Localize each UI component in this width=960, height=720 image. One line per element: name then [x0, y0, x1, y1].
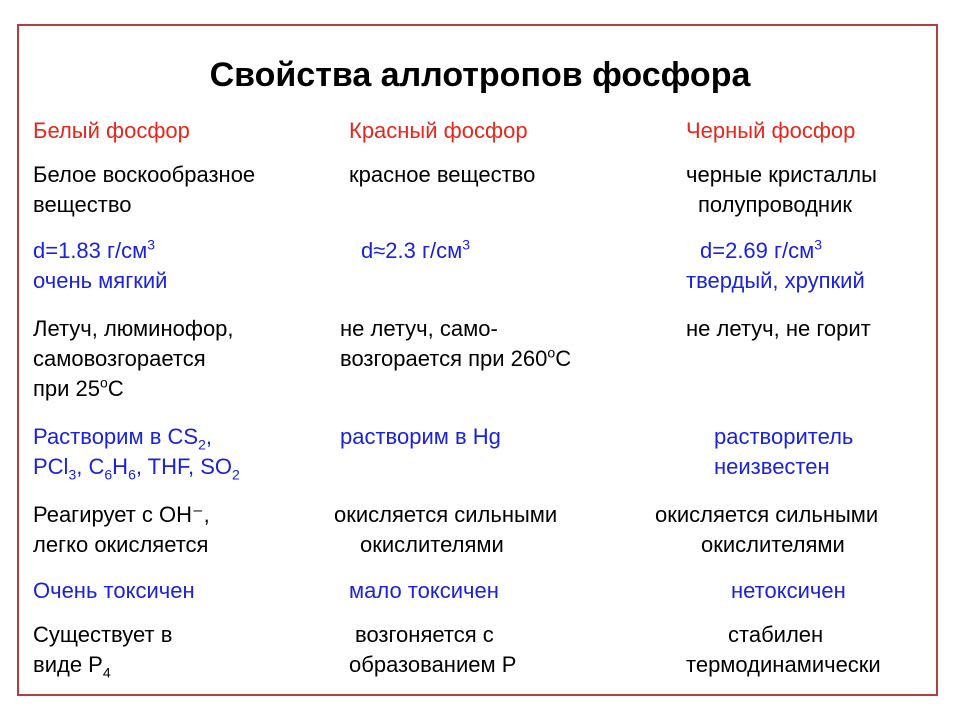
white-volatility-line: Летуч, люминофор,: [33, 316, 234, 341]
white-density: [33, 236, 167, 296]
slide-title: Свойства аллотропов фосфора: [209, 56, 751, 94]
black-density: [686, 236, 865, 296]
white-existence-line: Существует в: [33, 622, 173, 647]
black-existence: [686, 620, 881, 680]
red-appearance: [349, 160, 535, 190]
white-solubility: [33, 422, 240, 482]
black-volatility: [686, 314, 871, 344]
black-existence-line: термодинамически: [686, 652, 881, 677]
white-reactivity-line: Реагирует с OH⁻,: [33, 502, 210, 527]
black-solubility: [714, 422, 853, 482]
header-red-phosphorus: Красный фосфор: [349, 118, 528, 143]
red-toxicity: мало токсичен: [349, 578, 499, 603]
white-solubility-line: PCl$_3$, $C_6H_6$, THF, $SO_2$: [33, 454, 240, 483]
red-existence-line: возгоняется с: [355, 622, 494, 647]
header-black-phosphorus: Черный фосфор: [686, 118, 856, 143]
white-reactivity-line: легко окисляется: [33, 532, 209, 557]
white-volatility-line: самовозгорается: [33, 346, 206, 371]
black-reactivity: [655, 500, 878, 560]
black-density-value: d=2.69 $г/см^3$: [700, 236, 823, 263]
red-volatility-line: не летуч, само-: [340, 316, 498, 341]
white-toxicity: Очень токсичен: [33, 578, 195, 603]
red-solubility: [340, 422, 501, 452]
white-density-value: d=1.83 $г/см^3$: [33, 236, 156, 263]
red-volatility-line: возгорается при 260$^o$C: [340, 344, 572, 371]
red-existence-line: образованием Р: [349, 652, 517, 677]
black-appearance: [686, 160, 877, 220]
red-reactivity-line: окисляется сильными: [334, 502, 558, 527]
black-solubility-line: неизвестен: [714, 454, 830, 479]
black-appearance-line: черные кристаллы: [686, 162, 877, 187]
header-white-phosphorus: Белый фосфор: [33, 118, 190, 143]
black-existence-line: стабилен: [728, 622, 824, 647]
red-volatility: [340, 314, 571, 374]
black-appearance-line: полупроводник: [698, 192, 852, 217]
white-hardness: очень мягкий: [33, 268, 168, 293]
red-existence: [349, 620, 516, 680]
black-toxicity: нетоксичен: [731, 578, 846, 603]
red-reactivity-line: окислителями: [360, 532, 504, 557]
black-reactivity-line: окислителями: [701, 532, 845, 557]
red-appearance-line: красное вещество: [349, 162, 536, 187]
black-hardness: твердый, хрупкий: [686, 268, 865, 293]
white-appearance: [33, 160, 255, 220]
white-solubility-line: Растворим в $CS_2$,: [33, 424, 212, 453]
black-volatility-line: не летуч, не горит: [686, 316, 871, 341]
black-solubility-line: растворитель: [714, 424, 854, 449]
red-reactivity: [334, 500, 557, 560]
red-solubility-line: растворим в Hg: [340, 424, 501, 449]
white-existence: [33, 620, 172, 680]
red-density: [361, 236, 470, 266]
black-reactivity-line: окисляется сильными: [655, 502, 879, 527]
white-volatility-line: при 25$^o$C: [33, 374, 124, 401]
red-density-value: d≈2.3 $г/см^3$: [361, 236, 471, 263]
white-appearance-line: Белое воскообразное: [33, 162, 256, 187]
white-volatility: [33, 314, 234, 404]
white-reactivity: [33, 500, 210, 560]
white-existence-line: виде $P_4$: [33, 652, 111, 681]
white-appearance-line: вещество: [33, 192, 132, 217]
